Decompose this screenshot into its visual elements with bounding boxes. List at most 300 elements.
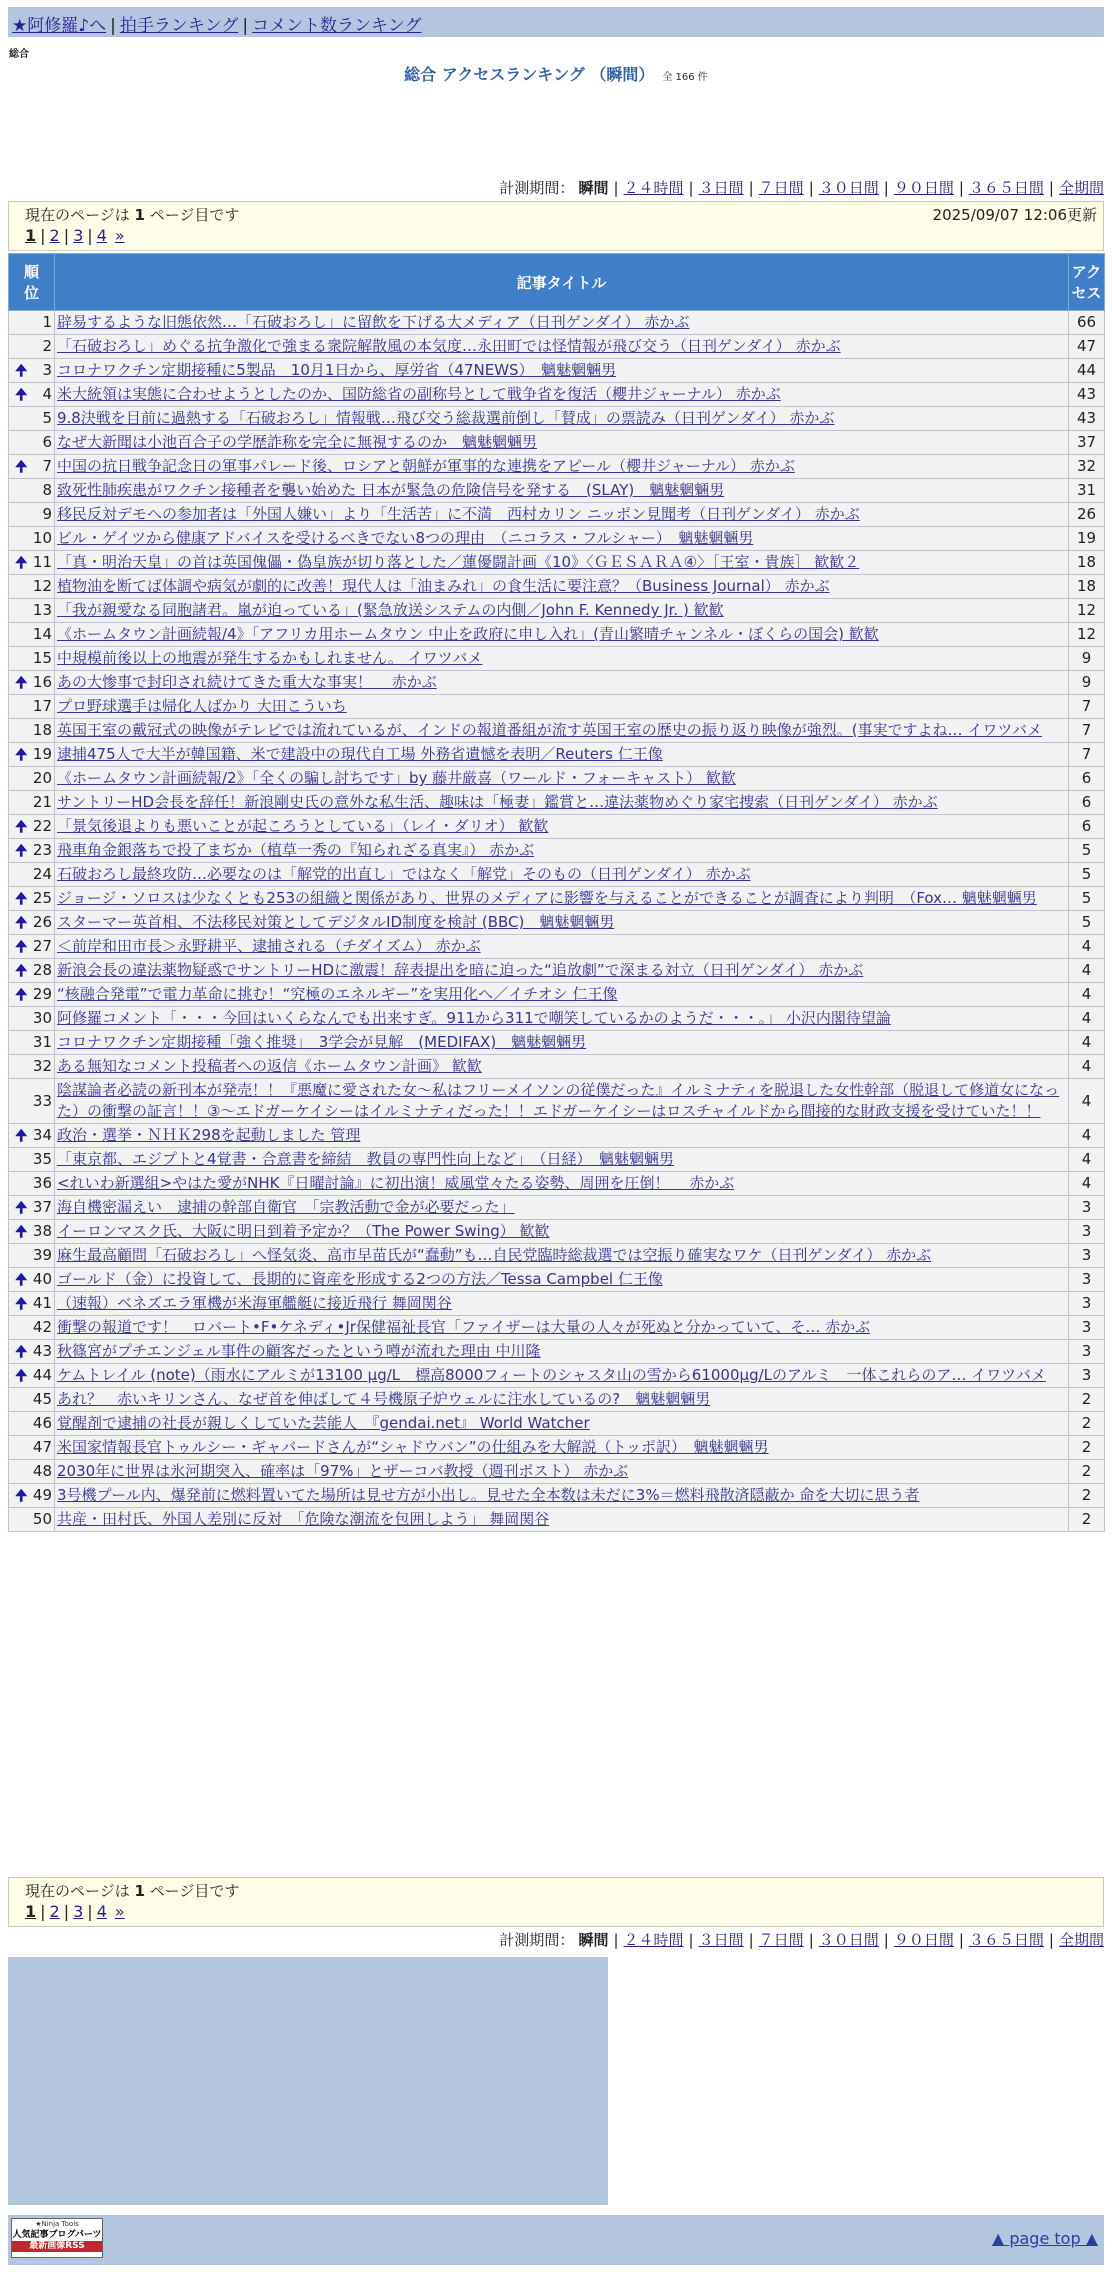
ad-placeholder xyxy=(8,1957,608,2205)
rank-cell xyxy=(9,1268,55,1292)
access-count: 4 xyxy=(1069,1007,1105,1031)
arrow-up-icon: 🠉 xyxy=(15,361,28,379)
arrow-up-icon: 🠉 xyxy=(15,553,28,571)
rank-number: 49 xyxy=(32,1486,52,1504)
period-link-24h[interactable]: ２４時間 xyxy=(623,1931,684,1949)
rank-cell xyxy=(9,743,55,767)
rank-number: 28 xyxy=(32,961,52,979)
table-row xyxy=(9,1124,1105,1148)
title-cell xyxy=(55,863,1069,887)
page-next-link[interactable]: » xyxy=(114,1902,125,1921)
access-count: 12 xyxy=(1069,599,1105,623)
rank-number: 5 xyxy=(42,409,52,427)
title-cell xyxy=(55,911,1069,935)
rank-number: 11 xyxy=(32,553,52,571)
header-access: アクセス xyxy=(1069,254,1105,311)
rank-number: 41 xyxy=(32,1294,52,1312)
title-cell xyxy=(55,1388,1069,1412)
article-link[interactable]: ある無知なコメント投稿者への返信《ホームタウン計画》 歓歓 xyxy=(57,1057,482,1075)
page-link-1[interactable]: 1 xyxy=(25,1902,37,1921)
rank-cell xyxy=(9,575,55,599)
rank-number: 13 xyxy=(32,601,52,619)
title-cell xyxy=(55,1007,1069,1031)
period-current: 瞬間 xyxy=(578,1931,609,1949)
article-link[interactable]: 9.8決戦を目前に過熱する「石破おろし」情報戦…飛び交う総裁選前倒し「賛成」の票読み（日刊ゲンダイ） 赤かぶ xyxy=(57,409,835,427)
table-row xyxy=(9,1220,1105,1244)
rank-number: 27 xyxy=(32,937,52,955)
arrow-up-icon: 🠉 xyxy=(15,1126,28,1144)
access-count: 6 xyxy=(1069,767,1105,791)
rank-cell xyxy=(9,1484,55,1508)
table-row xyxy=(9,1007,1105,1031)
rank-number: 42 xyxy=(32,1318,52,1336)
article-link[interactable]: あの大惨事で封印され続けてきた重大な事実！ 赤かぶ xyxy=(57,673,437,691)
access-count: 7 xyxy=(1069,695,1105,719)
table-row xyxy=(9,1196,1105,1220)
table-row xyxy=(9,383,1105,407)
table-row xyxy=(9,1172,1105,1196)
updated-timestamp: 2025/09/07 12:06更新 xyxy=(932,206,1097,224)
rank-cell xyxy=(9,455,55,479)
title-cell xyxy=(55,1508,1069,1532)
table-row xyxy=(9,1508,1105,1532)
title-cell xyxy=(55,1460,1069,1484)
page-link-2[interactable]: 2 xyxy=(49,1902,60,1921)
article-link[interactable]: “核融合発電”で電力革命に挑む！“究極のエネルギー”を実用化へ／イチオシ 仁王像 xyxy=(57,985,618,1003)
rank-cell xyxy=(9,815,55,839)
pager-text-prefix: 現在のページは xyxy=(25,1882,130,1900)
table-row xyxy=(9,1412,1105,1436)
nav-link-applause-ranking[interactable]: 拍手ランキング xyxy=(119,16,239,36)
table-row xyxy=(9,431,1105,455)
article-link[interactable]: イーロンマスク氏、大阪に明日到着予定か？（The Power Swing） 歓歓 xyxy=(57,1222,550,1240)
title-cell xyxy=(55,767,1069,791)
table-row xyxy=(9,311,1105,335)
title-cell xyxy=(55,575,1069,599)
pager-bottom: 現在のページは 1 ページ目です 1 | 2 | 3 | 4 » xyxy=(8,1877,1104,1927)
rank-cell xyxy=(9,1007,55,1031)
page-link-3[interactable]: 3 xyxy=(73,1902,84,1921)
rank-number: 1 xyxy=(42,313,52,331)
title-cell xyxy=(55,983,1069,1007)
arrow-up-icon: 🠉 xyxy=(15,1486,28,1504)
article-link[interactable]: 覚醒剤で逮捕の社長が親しくしていた芸能人 『gendai.net』 World Watcher xyxy=(57,1414,590,1432)
page-link-1[interactable]: 1 xyxy=(25,226,37,245)
period-link-all[interactable]: 全期間 xyxy=(1058,179,1104,197)
period-link-365d[interactable]: ３６５日間 xyxy=(968,179,1044,197)
period-link-90d[interactable]: ９０日間 xyxy=(893,179,954,197)
period-label: 計測期間： xyxy=(499,179,575,197)
rank-number: 44 xyxy=(32,1366,52,1384)
article-link[interactable]: プロ野球選手は帰化人ばかり 大田こういち xyxy=(57,697,347,715)
access-count: 4 xyxy=(1069,959,1105,983)
table-row xyxy=(9,911,1105,935)
table-row xyxy=(9,623,1105,647)
access-count: 5 xyxy=(1069,839,1105,863)
period-current: 瞬間 xyxy=(578,179,609,197)
table-row xyxy=(9,455,1105,479)
rank-number: 4 xyxy=(42,385,52,403)
page-link-4[interactable]: 4 xyxy=(96,1902,107,1921)
table-row xyxy=(9,671,1105,695)
table-row xyxy=(9,335,1105,359)
period-link-365d[interactable]: ３６５日間 xyxy=(968,1931,1044,1949)
article-link[interactable]: なぜ大新聞は小池百合子の学歴詐称を完全に無視するのか 魑魅魍魎男 xyxy=(57,433,538,451)
rank-number: 18 xyxy=(32,721,52,739)
article-link[interactable]: 致死性肺疾患がワクチン接種者を襲い始めた 日本が緊急の危険信号を発する (SLAY) 魑魅魍魎男 xyxy=(57,481,725,499)
nav-link-asyura[interactable]: ★阿修羅♪へ xyxy=(12,16,107,36)
arrow-up-icon: 🠉 xyxy=(15,745,28,763)
title-cell xyxy=(55,695,1069,719)
article-link[interactable]: 米大統領は実態に合わせようとしたのか、国防総省の副称号として戦争省を復活（櫻井ジャーナル） 赤かぶ xyxy=(57,385,781,403)
access-count: 26 xyxy=(1069,503,1105,527)
article-link[interactable]: コロナワクチン定期接種に5製品 10月1日から、厚労省（47NEWS） 魑魅魍魎男 xyxy=(57,361,617,379)
access-count: 3 xyxy=(1069,1364,1105,1388)
page-title: 総合 アクセスランキング （瞬間） xyxy=(404,65,655,84)
access-count: 2 xyxy=(1069,1412,1105,1436)
rank-number: 34 xyxy=(32,1126,52,1144)
article-link[interactable]: 植物油を断てば体調や病気が劇的に改善！現代人は「油まみれ」の食生活に要注意？（Business Journal） 赤かぶ xyxy=(57,577,830,595)
period-link-3d[interactable]: ３日間 xyxy=(698,179,744,197)
rank-cell xyxy=(9,863,55,887)
pager-current-page: 1 xyxy=(134,206,145,224)
access-count: 9 xyxy=(1069,671,1105,695)
article-link[interactable]: 「真・明治天皇」の首は英国傀儡・偽皇族が切り落とした／蓮優闘計画《10》〈ＧＥＳＡＲＡ④〉［王室・貴族］ 歓歓２ xyxy=(57,553,860,571)
rank-number: 14 xyxy=(32,625,52,643)
article-link[interactable]: コロナワクチン定期接種「強く推奨」 3学会が見解 (MEDIFAX) 魑魅魍魎男 xyxy=(57,1033,587,1051)
title-cell xyxy=(55,335,1069,359)
article-link[interactable]: 「石破おろし」めぐる抗争激化で強まる衆院解散風の本気度…永田町では怪情報が飛び交う（日刊ゲンダイ） 赤かぶ xyxy=(57,337,841,355)
nav-link-comment-ranking[interactable]: コメント数ランキング xyxy=(252,16,422,36)
rank-number: 40 xyxy=(32,1270,52,1288)
page-next-link[interactable]: » xyxy=(114,226,125,245)
rank-number: 2 xyxy=(42,337,52,355)
rank-cell xyxy=(9,671,55,695)
pager-text-suffix: ページ目です xyxy=(149,1882,240,1900)
rank-cell xyxy=(9,1292,55,1316)
period-link-30d[interactable]: ３０日間 xyxy=(818,1931,879,1949)
period-selector-bottom: 計測期間： 瞬間 | ２４時間 | ３日間 | ７日間 | ３０日間 | ９０日間 | ３６５日間 | 全期間 xyxy=(499,1931,1104,1949)
access-count: 43 xyxy=(1069,407,1105,431)
article-link[interactable]: 《ホームタウン計画続報/2》「全くの騙し討ちです」by 藤井厳喜（ワールド・フォーキャスト） 歓歓 xyxy=(57,769,736,787)
rank-number: 35 xyxy=(32,1150,52,1168)
table-row xyxy=(9,1364,1105,1388)
rank-number: 31 xyxy=(32,1033,52,1051)
rank-cell xyxy=(9,1055,55,1079)
table-row xyxy=(9,479,1105,503)
access-count: 2 xyxy=(1069,1484,1105,1508)
article-link[interactable]: 政治・選挙・ＮＨＫ298を起動しました 管理 xyxy=(57,1126,361,1144)
access-count: 2 xyxy=(1069,1436,1105,1460)
title-cell xyxy=(55,503,1069,527)
rank-cell xyxy=(9,479,55,503)
header-title: 記事タイトル xyxy=(55,254,1069,311)
article-link[interactable]: 飛車角金銀落ちで投了まぢか（植草一秀の『知られざる真実』） 赤かぶ xyxy=(57,841,535,859)
table-row xyxy=(9,767,1105,791)
access-count: 6 xyxy=(1069,791,1105,815)
title-cell xyxy=(55,527,1069,551)
nav-separator: | xyxy=(242,16,249,36)
table-row xyxy=(9,1148,1105,1172)
arrow-up-icon: 🠉 xyxy=(15,673,28,691)
title-cell xyxy=(55,599,1069,623)
article-link[interactable]: 陰謀論者必読の新刊本が発売！！『悪魔に愛された女〜私はフリーメイソンの従僕だった』イルミナティを脱退した女性幹部（脱退して修道女になった）の衝撃の証言！！③〜エドガーケイシーはイルミナティだった！！エドガーケイシーはロスチャイルドから間接的な財政支援を受けていた！！ xyxy=(57,1081,1060,1120)
access-count: 5 xyxy=(1069,911,1105,935)
period-link-30d[interactable]: ３０日間 xyxy=(818,179,879,197)
table-row xyxy=(9,815,1105,839)
access-count: 12 xyxy=(1069,623,1105,647)
rank-cell xyxy=(9,1172,55,1196)
top-nav-bar xyxy=(8,7,1104,37)
table-row xyxy=(9,1316,1105,1340)
table-row xyxy=(9,791,1105,815)
arrow-up-icon: 🠉 xyxy=(15,1366,28,1384)
article-link[interactable]: <れいわ新選組>やはた愛がNHK『日曜討論』に初出演！威風堂々たる姿勢、周囲を圧倒！ 赤かぶ xyxy=(57,1174,735,1192)
table-row xyxy=(9,887,1105,911)
article-link[interactable]: 米国家情報長官トゥルシー・ギャバードさんが“シャドウバン”の仕組みを大解説（トッポ訳） 魑魅魍魎男 xyxy=(57,1438,769,1456)
title-cell xyxy=(55,743,1069,767)
arrow-up-icon: 🠉 xyxy=(15,1342,28,1360)
access-count: 4 xyxy=(1069,935,1105,959)
rank-cell xyxy=(9,983,55,1007)
rank-cell xyxy=(9,1244,55,1268)
article-link[interactable]: 阿修羅コメント「・・・今回はいくらなんでも出来すぎ。911から311で嘲笑しているかのようだ・・・。」 小沢内閣待望論 xyxy=(57,1009,891,1027)
rank-cell xyxy=(9,1340,55,1364)
title-cell xyxy=(55,719,1069,743)
access-count: 2 xyxy=(1069,1460,1105,1484)
pager-text-prefix: 現在のページは xyxy=(25,206,130,224)
article-link[interactable]: サントリーHD会長を辞任！新浪剛史氏の意外な私生活、趣味は「極妻」鑑賞と…違法薬物めぐり家宅捜索（日刊ゲンダイ） 赤かぶ xyxy=(57,793,938,811)
category-label: 総合 xyxy=(9,49,29,60)
title-cell xyxy=(55,1244,1069,1268)
article-link[interactable]: （速報）ベネズエラ軍機が米海軍艦艇に接近飛行 舞岡関谷 xyxy=(57,1294,452,1312)
title-cell xyxy=(55,311,1069,335)
rank-cell xyxy=(9,1364,55,1388)
rank-number: 46 xyxy=(32,1414,52,1432)
rank-cell xyxy=(9,935,55,959)
title-cell xyxy=(55,1364,1069,1388)
nav-separator: | xyxy=(110,16,116,36)
access-count: 4 xyxy=(1069,1079,1105,1124)
rank-number: 17 xyxy=(32,697,52,715)
access-count: 31 xyxy=(1069,479,1105,503)
table-row xyxy=(9,527,1105,551)
rank-cell xyxy=(9,1148,55,1172)
article-link[interactable]: 新浪会長の違法薬物疑惑でサントリーHDに激震！辞表提出を暗に迫った“追放劇”で深まる対立（日刊ゲンダイ） 赤かぶ xyxy=(57,961,864,979)
article-link[interactable]: 《ホームタウン計画続報/4》「アフリカ用ホームタウン 中止を政府に申し入れ」(青山繁晴チャンネル・ぼくらの国会) 歓歓 xyxy=(57,625,879,643)
arrow-up-icon: 🠉 xyxy=(15,985,28,1003)
rank-number: 8 xyxy=(42,481,52,499)
rank-cell xyxy=(9,599,55,623)
article-link[interactable]: 海自機密漏えい 逮捕の幹部自衛官 「宗教活動で金が必要だった」 xyxy=(57,1198,515,1216)
arrow-up-icon: 🠉 xyxy=(15,913,28,931)
period-link-3d[interactable]: ３日間 xyxy=(698,1931,744,1949)
title-cell xyxy=(55,815,1069,839)
article-link[interactable]: スターマー英首相、不法移民対策としてデジタルID制度を検討 (BBC) 魑魅魍魎男 xyxy=(57,913,615,931)
article-link[interactable]: 英国王室の戴冠式の映像がテレビでは流れているが、インドの報道番組が流す英国王室の歴史の振り返り映像が強烈。(事実ですよね… イワツバメ xyxy=(57,721,1043,739)
access-count: 3 xyxy=(1069,1292,1105,1316)
rank-number: 33 xyxy=(32,1091,52,1110)
title-cell xyxy=(55,1055,1069,1079)
rank-cell xyxy=(9,911,55,935)
title-cell xyxy=(55,1436,1069,1460)
article-link[interactable]: 中国の抗日戦争記念日の軍事パレード後、ロシアと朝鮮が軍事的な連携をアピール（櫻井ジャーナル） 赤かぶ xyxy=(57,457,795,475)
title-cell xyxy=(55,407,1069,431)
logo-line2: 人気記事ブログパーツ xyxy=(12,2230,102,2240)
ninja-tools-logo[interactable] xyxy=(11,2218,103,2258)
rank-cell xyxy=(9,719,55,743)
access-count: 32 xyxy=(1069,455,1105,479)
rank-cell xyxy=(9,335,55,359)
article-link[interactable]: 麻生最高顧問「石破おろし」へ怪気炎、高市早苗氏が“蠢動”も…自民党臨時総裁選では空振り確実なワケ（日刊ゲンダイ） 赤かぶ xyxy=(57,1246,932,1264)
table-row xyxy=(9,959,1105,983)
rank-number: 30 xyxy=(32,1009,52,1027)
rank-number: 39 xyxy=(32,1246,52,1264)
rank-cell xyxy=(9,959,55,983)
article-link[interactable]: 移民反対デモへの参加者は「外国人嫌い」より「生活苦」に不満 西村カリン ニッポン見聞考（日刊ゲンダイ） 赤かぶ xyxy=(57,505,860,523)
ranking-table xyxy=(8,253,1105,1532)
table-row xyxy=(9,1031,1105,1055)
access-count: 4 xyxy=(1069,1031,1105,1055)
access-count: 3 xyxy=(1069,1316,1105,1340)
pager-top: 現在のページは 1 ページ目です 2025/09/07 12:06更新 1 | 2 | 3 | 4 » xyxy=(8,201,1104,251)
access-count: 19 xyxy=(1069,527,1105,551)
rank-number: 22 xyxy=(32,817,52,835)
rank-number: 37 xyxy=(32,1198,52,1216)
table-row xyxy=(9,983,1105,1007)
period-link-7d[interactable]: ７日間 xyxy=(758,179,804,197)
article-link[interactable]: 共産・田村氏、外国人差別に反対 「危険な潮流を包囲しよう」 舞岡関谷 xyxy=(57,1510,550,1528)
title-cell xyxy=(55,1220,1069,1244)
access-count: 37 xyxy=(1069,431,1105,455)
page-link-2[interactable]: 2 xyxy=(49,226,60,245)
table-row xyxy=(9,1340,1105,1364)
rank-number: 3 xyxy=(42,361,52,379)
rank-cell xyxy=(9,1124,55,1148)
article-link[interactable]: ビル・ゲイツから健康アドバイスを受けるべきでない8つの理由 （ニコラス・フルシャー） 魑魅魍魎男 xyxy=(57,529,754,547)
article-link[interactable]: あれ？ 赤いキリンさん、なぜ首を伸ばして４号機原子炉ウェルに注水しているの? 魑魅魍魎男 xyxy=(57,1390,711,1408)
arrow-up-icon: 🠉 xyxy=(15,937,28,955)
article-link[interactable]: 衝撃の報道です！ ロバート•F•ケネディ•Jr保健福祉長官「ファイザーは大量の人々が死ぬと分かっていて、そ… 赤かぶ xyxy=(57,1318,871,1336)
article-link[interactable]: 「東京都、エジプトと4覚書・合意書を締結 教員の専門性向上など」 （日経） 魑魅魍魎男 xyxy=(57,1150,675,1168)
access-count: 4 xyxy=(1069,983,1105,1007)
table-row xyxy=(9,719,1105,743)
title-cell xyxy=(55,887,1069,911)
title-cell xyxy=(55,455,1069,479)
access-count: 3 xyxy=(1069,1244,1105,1268)
rank-number: 29 xyxy=(32,985,52,1003)
article-link[interactable]: ケムトレイル (note)（雨水にアルミが13100 μg/L 標高8000フィートのシャスタ山の雪から61000μg/Lのアルミ 一体これらのア… イワツバメ xyxy=(57,1366,1046,1384)
rank-number: 45 xyxy=(32,1390,52,1408)
logo-line3: 最新画像RSS xyxy=(12,2241,102,2252)
access-count: 2 xyxy=(1069,1388,1105,1412)
rank-number: 36 xyxy=(32,1174,52,1192)
article-link[interactable]: ジョージ・ソロスは少なくとも253の組織と関係があり、世界のメディアに影響を与えることができることが調査により判明 （Fox… 魑魅魍魎男 xyxy=(57,889,1037,907)
article-link[interactable]: 「景気後退よりも悪いことが起ころうとしている」（レイ・ダリオ） 歓歓 xyxy=(57,817,549,835)
article-link[interactable]: 「我が親愛なる同胞諸君。嵐が迫っている」(緊急放送システムの内側／John F. Kennedy Jr. ) 歓歓 xyxy=(57,601,724,619)
article-link[interactable]: 石破おろし最終攻防…必要なのは「解党的出直し」ではなく「解党」そのもの（日刊ゲンダイ） 赤かぶ xyxy=(57,865,751,883)
rank-number: 6 xyxy=(42,433,52,451)
page-top-link[interactable]: ▲ page top ▲ xyxy=(991,2229,1098,2248)
table-row xyxy=(9,863,1105,887)
rank-number: 7 xyxy=(42,457,52,475)
table-row xyxy=(9,935,1105,959)
title-cell xyxy=(55,1292,1069,1316)
period-link-7d[interactable]: ７日間 xyxy=(758,1931,804,1949)
table-row xyxy=(9,839,1105,863)
access-count: 18 xyxy=(1069,575,1105,599)
table-row xyxy=(9,1268,1105,1292)
rank-cell xyxy=(9,623,55,647)
header-rank: 順位 xyxy=(9,254,55,311)
article-link[interactable]: 逮捕475人で大半が韓国籍、米で建設中の現代自工場 外務省遺憾を表明／Reuters 仁王像 xyxy=(57,745,663,763)
article-link[interactable]: ＜前岸和田市長＞永野耕平、逮捕される（チダイズム） 赤かぶ xyxy=(57,937,481,955)
rank-number: 32 xyxy=(32,1057,52,1075)
rank-cell xyxy=(9,647,55,671)
article-link[interactable]: 3号機プール内、爆発前に燃料置いてた場所は見せ方が小出し。見せた全本数は未だに3%＝燃料飛散済隠蔽か 命を大切に思う者 xyxy=(57,1486,920,1504)
page-link-3[interactable]: 3 xyxy=(73,226,84,245)
access-count: 4 xyxy=(1069,1055,1105,1079)
title-cell xyxy=(55,1172,1069,1196)
rank-cell xyxy=(9,1079,55,1124)
period-link-90d[interactable]: ９０日間 xyxy=(893,1931,954,1949)
period-link-all[interactable]: 全期間 xyxy=(1058,1931,1104,1949)
access-count: 43 xyxy=(1069,383,1105,407)
rank-number: 16 xyxy=(32,673,52,691)
rank-number: 43 xyxy=(32,1342,52,1360)
title-cell xyxy=(55,1148,1069,1172)
arrow-up-icon: 🠉 xyxy=(15,457,28,475)
title-cell xyxy=(55,791,1069,815)
pager-current-page: 1 xyxy=(134,1882,145,1900)
access-count: 18 xyxy=(1069,551,1105,575)
title-cell xyxy=(55,1124,1069,1148)
article-link[interactable]: 辟易するような旧態依然…「石破おろし」に留飲を下げる大メディア（日刊ゲンダイ） 赤かぶ xyxy=(57,313,690,331)
table-row xyxy=(9,407,1105,431)
rank-cell xyxy=(9,359,55,383)
title-cell xyxy=(55,1316,1069,1340)
table-row xyxy=(9,1484,1105,1508)
table-row xyxy=(9,1388,1105,1412)
rank-number: 48 xyxy=(32,1462,52,1480)
title-cell xyxy=(55,1079,1069,1124)
arrow-up-icon: 🠉 xyxy=(15,385,28,403)
title-cell xyxy=(55,935,1069,959)
article-link[interactable]: 2030年に世界は氷河期突入、確率は「97%」とザーコバ教授（週刊ポスト） 赤かぶ xyxy=(57,1462,629,1480)
rank-cell xyxy=(9,383,55,407)
access-count: 4 xyxy=(1069,1172,1105,1196)
table-row xyxy=(9,1244,1105,1268)
title-cell xyxy=(55,1268,1069,1292)
title-cell xyxy=(55,1031,1069,1055)
arrow-up-icon: 🠉 xyxy=(15,961,28,979)
title-cell xyxy=(55,359,1069,383)
access-count: 5 xyxy=(1069,863,1105,887)
table-row xyxy=(9,1079,1105,1124)
rank-cell xyxy=(9,1436,55,1460)
page-link-4[interactable]: 4 xyxy=(96,226,107,245)
rank-cell xyxy=(9,1508,55,1532)
access-count: 66 xyxy=(1069,311,1105,335)
article-link[interactable]: 秋篠宮がプチエンジェル事件の顧客だったという噂が流れた理由 中川隆 xyxy=(57,1342,541,1360)
article-link[interactable]: 中規模前後以上の地震が発生するかもしれません。 イワツバメ xyxy=(57,649,483,667)
period-link-24h[interactable]: ２４時間 xyxy=(623,179,684,197)
rank-number: 19 xyxy=(32,745,52,763)
title-cell xyxy=(55,383,1069,407)
access-count: 47 xyxy=(1069,335,1105,359)
table-row xyxy=(9,1055,1105,1079)
article-link[interactable]: ゴールド（金）に投資して、長期的に資産を形成する2つの方法／Tessa Campbel 仁王像 xyxy=(57,1270,663,1288)
